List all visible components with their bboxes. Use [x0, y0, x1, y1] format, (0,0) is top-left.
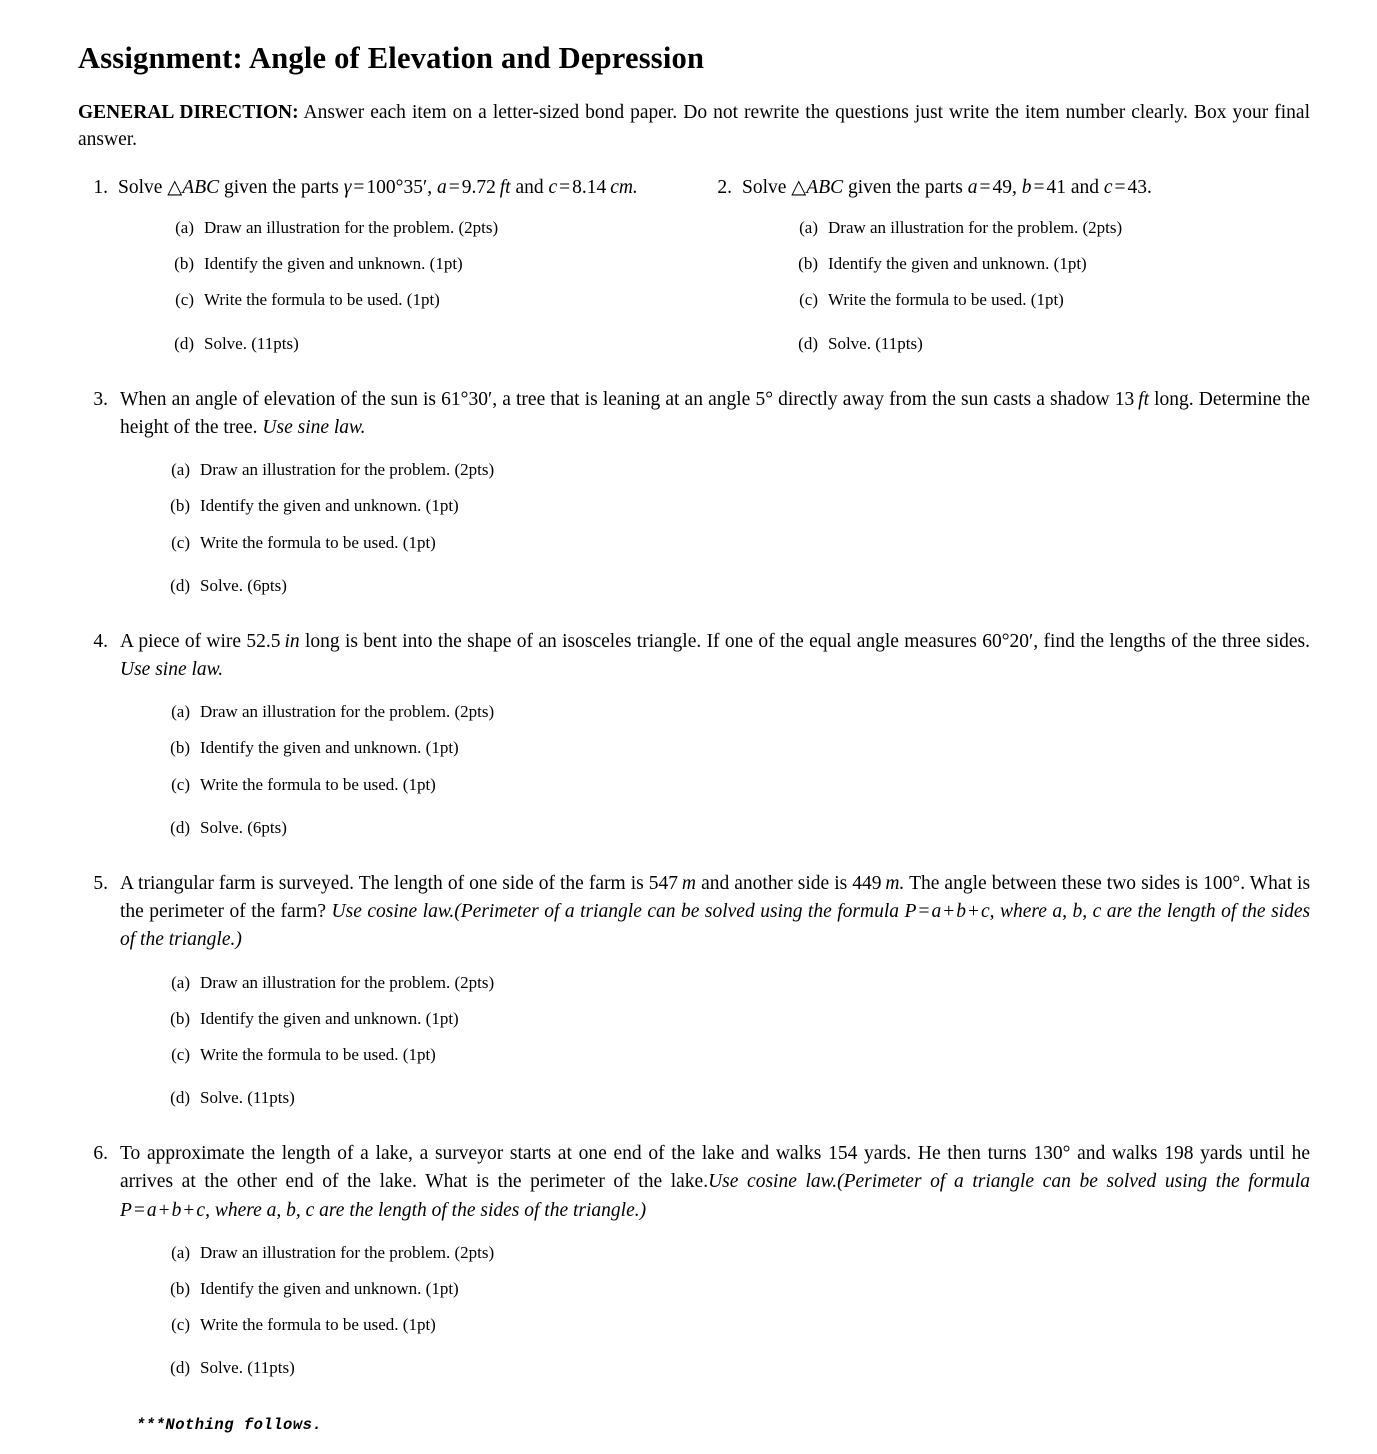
p4-t3: find the lengths of the three sides.: [1043, 630, 1311, 652]
part-text: Identify the given and unknown. (1pt): [828, 254, 1087, 274]
p5-side-2: 449: [852, 872, 882, 894]
p1-eq3: =: [559, 176, 571, 198]
problem-3-block: [78, 386, 1310, 598]
list-item: [154, 1007, 1310, 1031]
part-label: (b): [170, 738, 190, 758]
p1-triangle-name: ABC: [182, 176, 220, 198]
p3-shadow-length: 13: [1114, 388, 1135, 410]
list-item: [782, 216, 1310, 240]
p5-formula-plus-2: +: [967, 901, 979, 923]
p1-and: and: [515, 176, 544, 198]
list-item: [154, 1043, 1310, 1067]
p1-eq1: =: [353, 176, 365, 198]
general-direction-text: Answer each item on a letter-sized bond paper. Do not rewrite the questions just write the item number clearly. Box your final answer.: [78, 101, 1310, 151]
list-item: [158, 216, 694, 240]
column-left: [78, 174, 694, 356]
p6-formula-eq: =: [133, 1199, 145, 1221]
p5-hint-2: where: [999, 901, 1047, 923]
list-item: [154, 1356, 1310, 1380]
p1-lead: Solve: [118, 176, 163, 198]
part-text: Write the formula to be used. (1pt): [200, 532, 436, 552]
p6-formula-P: P: [120, 1199, 132, 1221]
p5-angle: 100°.: [1203, 872, 1246, 894]
list-item: [154, 700, 1310, 724]
p1-a-var: a: [436, 176, 447, 198]
problem-2-number: 2.: [717, 176, 732, 198]
p3-angle-1: 61°30′,: [441, 388, 498, 410]
p4-wire-unit: in: [284, 630, 300, 652]
part-text: Draw an illustration for the problem. (2pts): [828, 218, 1123, 238]
p2-triangle-symbol: △: [791, 176, 807, 198]
list-item: [154, 1241, 1310, 1265]
problem-1-number: 1.: [93, 176, 108, 198]
part-text: Write the formula to be used. (1pt): [204, 290, 440, 310]
part-label: (d): [170, 1087, 190, 1107]
list-item: [158, 252, 694, 276]
list-item: [782, 332, 1310, 356]
p2-eq1: =: [979, 176, 991, 198]
p2-c-value: 43.: [1127, 176, 1152, 198]
p3-shadow-unit: ft: [1138, 388, 1149, 410]
nothing-follows-note: ***Nothing follows.: [136, 1416, 323, 1435]
p5-hint-3: are the length of the sides of the triangle.): [120, 901, 1311, 951]
part-text: Draw an illustration for the problem. (2pts): [200, 1242, 495, 1262]
list-item: [154, 458, 1310, 482]
part-label: (a): [171, 972, 190, 992]
problem-5-parts: [120, 971, 1310, 1111]
list-item: [154, 816, 1310, 840]
p2-lead: Solve: [742, 176, 787, 198]
part-label: (d): [170, 575, 190, 595]
list-item: [154, 494, 1310, 518]
part-text: Identify the given and unknown. (1pt): [200, 496, 459, 516]
p4-wire-length: 52.5: [246, 630, 281, 652]
p6-angle: 130°: [1033, 1143, 1071, 1165]
list-item: [154, 736, 1310, 760]
part-label: (c): [171, 1315, 190, 1335]
problem-6-statement: [120, 1140, 1310, 1225]
part-label: (b): [170, 1279, 190, 1299]
part-text: Identify the given and unknown. (1pt): [204, 254, 463, 274]
page-title: Assignment: Angle of Elevation and Depression: [78, 41, 705, 75]
p1-eq2: =: [448, 176, 460, 198]
part-label: (c): [171, 774, 190, 794]
p6-formula-c: c,: [196, 1199, 210, 1221]
list-item: [158, 332, 694, 356]
problem-3-parts: [120, 458, 1310, 598]
part-text: Draw an illustration for the problem. (2pts): [200, 460, 495, 480]
problem-1: [78, 174, 694, 356]
p3-angle-2: 5°: [755, 388, 773, 410]
problem-6-number: 6.: [93, 1143, 108, 1165]
problem-5-statement: [120, 870, 1310, 955]
list-item: [782, 252, 1310, 276]
problem-3-number: 3.: [93, 388, 108, 410]
p1-c-unit: cm.: [610, 176, 638, 198]
list-item: [154, 531, 1310, 555]
problem-6: [78, 1140, 1310, 1380]
list-item: [154, 773, 1310, 797]
part-label: (d): [174, 333, 194, 353]
p5-formula-eq: =: [918, 901, 930, 923]
part-text: Solve. (11pts): [828, 333, 923, 353]
problem-1-statement: [118, 174, 694, 202]
list-item: [782, 288, 1310, 312]
p2-c-var: c: [1103, 176, 1113, 198]
p5-formula-P: P: [904, 901, 917, 923]
p6-hint-3: are the length of the sides of the triangle.): [319, 1199, 647, 1221]
p5-formula-plus-1: +: [943, 901, 955, 923]
part-text: Solve. (11pts): [204, 333, 299, 353]
p5-t3: The angle between these two sides is: [909, 872, 1199, 894]
p6-hint-1: Use cosine law.(Perimeter of a triangle can be solved using the formula: [708, 1171, 1310, 1193]
part-text: Solve. (11pts): [200, 1358, 295, 1378]
problem-6-block: [78, 1140, 1310, 1380]
p3-t4: long. Determine the height of the tree.: [120, 388, 1311, 438]
part-label: (a): [171, 460, 190, 480]
part-label: (c): [175, 290, 194, 310]
part-text: Identify the given and unknown. (1pt): [200, 738, 459, 758]
p1-c-value: 8.14: [572, 176, 607, 198]
p4-t2: long is bent into the shape of an isosceles triangle. If one of the equal angle measures: [304, 630, 977, 652]
p4-angle: 60°20′,: [982, 630, 1039, 652]
p5-formula-abc: a, b, c: [1052, 901, 1102, 923]
part-text: Identify the given and unknown. (1pt): [200, 1008, 459, 1028]
part-text: Draw an illustration for the problem. (2pts): [200, 972, 495, 992]
p6-formula-plus-1: +: [158, 1199, 170, 1221]
p1-a-value: 9.72: [461, 176, 496, 198]
p1-a-unit: ft: [499, 176, 511, 198]
part-text: Write the formula to be used. (1pt): [200, 1315, 436, 1335]
p2-mid: given the parts: [848, 176, 963, 198]
part-label: (b): [170, 496, 190, 516]
p3-t1: When an angle of elevation of the sun is: [120, 388, 437, 410]
part-label: (d): [798, 333, 818, 353]
part-text: Write the formula to be used. (1pt): [200, 1044, 436, 1064]
p2-and: and: [1070, 176, 1099, 198]
general-direction-paragraph: [78, 99, 1310, 154]
part-text: Write the formula to be used. (1pt): [200, 774, 436, 794]
part-text: Identify the given and unknown. (1pt): [200, 1279, 459, 1299]
p3-hint: Use sine law.: [262, 417, 366, 438]
list-item: [154, 1277, 1310, 1301]
p4-hint: Use sine law.: [120, 659, 224, 681]
p2-b-var: b: [1021, 176, 1032, 198]
problem-2-parts: [742, 216, 1310, 356]
list-item: [154, 971, 1310, 995]
part-text: Draw an illustration for the problem. (2pts): [200, 702, 495, 722]
column-right: [694, 174, 1310, 356]
part-label: (a): [171, 702, 190, 722]
part-label: (b): [798, 254, 818, 274]
p5-formula-c: c,: [980, 901, 995, 923]
problem-4-number: 4.: [93, 630, 108, 652]
part-label: (a): [171, 1242, 190, 1262]
two-column-problem-region: [78, 174, 1310, 356]
p1-c-var: c: [548, 176, 558, 198]
problem-5-block: [78, 870, 1310, 1110]
part-label: (d): [170, 1358, 190, 1378]
p5-unit-2: m.: [885, 872, 905, 894]
part-label: (a): [175, 218, 194, 238]
p3-t3: directly away from the sun casts a shadow: [778, 388, 1110, 410]
part-label: (c): [171, 532, 190, 552]
p4-t1: A piece of wire: [120, 630, 242, 652]
part-label: (c): [799, 290, 818, 310]
problem-6-parts: [120, 1241, 1310, 1381]
p6-formula-a: a: [146, 1199, 157, 1221]
p6-formula-b: b: [171, 1199, 182, 1221]
problem-3-statement: [120, 386, 1310, 443]
p1-mid: given the parts: [224, 176, 339, 198]
p3-t2: a tree that is leaning at an angle: [502, 388, 751, 410]
p5-t2: and another side is: [701, 872, 848, 894]
p5-t1: A triangular farm is surveyed. The length of one side of the farm is: [120, 872, 644, 894]
list-item: [158, 288, 694, 312]
list-item: [154, 1313, 1310, 1337]
part-label: (c): [171, 1044, 190, 1064]
p5-formula-a: a: [931, 901, 942, 923]
p1-gamma: γ: [343, 176, 352, 198]
p6-formula-abc: a, b, c: [266, 1199, 315, 1221]
p1-triangle-symbol: △: [167, 176, 183, 198]
p5-t4: What is the perimeter of the farm?: [120, 872, 1311, 923]
p6-t1: To approximate the length of a lake, a surveyor starts at one end of the lake and walks 154 yards. He then turns: [120, 1143, 1027, 1165]
p1-gamma-value: 100°35′,: [366, 176, 433, 198]
p6-t2: and walks 198 yards until he arrives at the other end of the lake. What is the perimeter of the lake.: [120, 1143, 1310, 1193]
part-label: (a): [799, 218, 818, 238]
problem-4-statement: [120, 628, 1310, 685]
part-label: (b): [174, 254, 194, 274]
problem-3: [78, 386, 1310, 598]
p2-a-value: 49,: [992, 176, 1017, 198]
problem-4: [78, 628, 1310, 840]
problem-1-parts: [118, 216, 694, 356]
part-text: Write the formula to be used. (1pt): [828, 290, 1064, 310]
p2-eq3: =: [1114, 176, 1126, 198]
problem-4-parts: [120, 700, 1310, 840]
list-item: [154, 574, 1310, 598]
p6-hint-2: where: [214, 1199, 262, 1221]
p2-eq2: =: [1033, 176, 1045, 198]
problem-5-number: 5.: [93, 872, 108, 894]
p5-hint-1: Use cosine law.(Perimeter of a triangle can be solved using the formula: [331, 901, 900, 923]
part-label: (b): [170, 1008, 190, 1028]
problem-2: [702, 174, 1310, 356]
p2-b-value: 41: [1046, 176, 1066, 198]
p2-triangle-name: ABC: [806, 176, 844, 198]
part-text: Solve. (11pts): [200, 1087, 295, 1107]
part-label: (d): [170, 817, 190, 837]
p6-formula-plus-2: +: [183, 1199, 195, 1221]
p5-formula-b: b: [956, 901, 966, 923]
problem-5: [78, 870, 1310, 1110]
general-direction-label: GENERAL DIRECTION:: [78, 101, 299, 123]
part-text: Solve. (6pts): [200, 817, 287, 837]
list-item: [154, 1086, 1310, 1110]
p5-unit-1: m: [681, 872, 697, 894]
problem-4-block: [78, 628, 1310, 840]
part-text: Draw an illustration for the problem. (2pts): [204, 218, 499, 238]
p5-side-1: 547: [648, 872, 679, 894]
p2-a-var: a: [967, 176, 978, 198]
problem-2-statement: [742, 174, 1310, 202]
part-text: Solve. (6pts): [200, 575, 287, 595]
